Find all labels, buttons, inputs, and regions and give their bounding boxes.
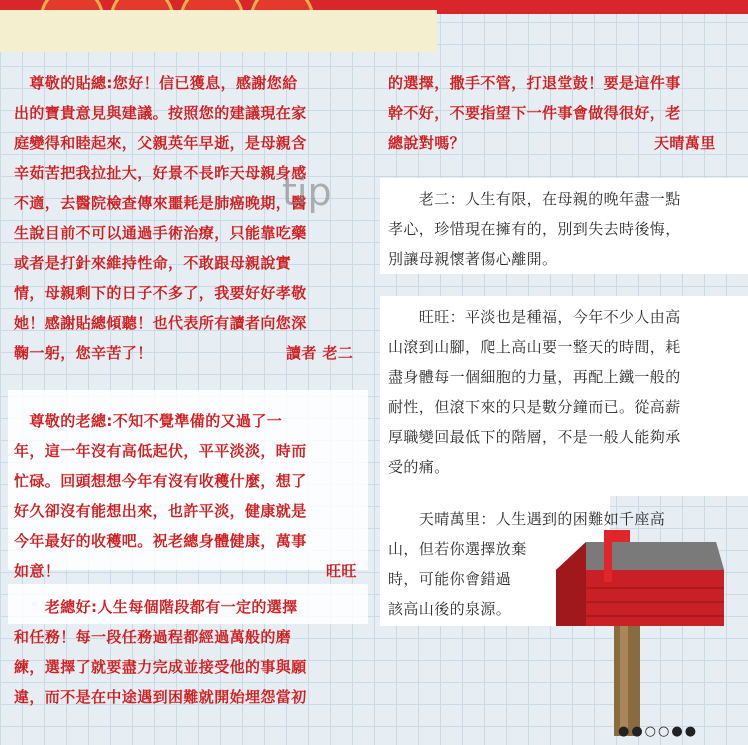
text-line: 鞠一躬，您辛苦了！ [14,344,153,362]
text-line: 生說目前不可以通過手術治療，只能靠吃藥 [14,224,307,242]
letter1-signature: 讀者 老二 [286,344,354,362]
letter1 [14,68,307,368]
text-line: 該高山後的泉源。 [388,600,512,618]
text-line: 練，選擇了就要盡力完成並接受他的事與願 [14,658,307,676]
text-line: 忙碌。回頭想想今年有沒有收穫什麼，想了 [14,472,307,490]
letter3 [14,592,307,712]
text-line: 今年最好的收穫吧。祝老總身體健康，萬事 [14,532,307,550]
text-line: 的選擇，撒手不管，打退堂鼓！要是這件事 [388,74,681,92]
text-line: 孝心，珍惜現在擁有的，別到失去時後悔， [388,220,681,238]
watermark-text: tip [282,170,332,214]
text-line: 山滾到山腳，爬上高山要一整天的時間，耗 [388,338,681,356]
text-line: 耐性，但滾下來的只是數分鐘而已。從高薪 [388,398,681,416]
letter3-signature: 天晴萬里 [654,134,716,152]
text-line: 尊敬的老總:不知不覺準備的又過了一 [14,412,283,430]
text-line: 幹不好，不要指望下一件事會做得很好，老 [388,104,681,122]
text-line: 總說對嗎？ [388,134,466,152]
text-line: 受的痛。 [388,458,450,476]
text-line: 她！感謝貼總傾聽！也代表所有讀者向您深 [14,314,307,332]
letter2-signature: 旺旺 [326,562,357,580]
text-line: 盡身體每一個細胞的力量，再配上鐵一般的 [388,368,681,386]
letter3-continued [388,68,681,158]
page-indicator-dots: ●●○○●● [618,724,699,739]
text-line: 旺旺：平淡也是種福，今年不少人由高 [388,308,681,326]
text-line: 山，但若你選擇放棄 [388,540,527,558]
reply2 [388,302,681,482]
text-line: 厚職變回最低下的階層，不是一般人能夠承 [388,428,681,446]
text-line: 庭變得和睦起來，父親英年早逝，是母親含 [14,134,307,152]
text-line: 尊敬的貼總:您好！信已獲息，感謝您給 [14,74,298,92]
text-line: 如意！ [14,562,61,580]
reply1 [388,184,681,274]
text-line: 違，而不是在中途遇到困難就開始埋怨當初 [14,688,307,706]
text-line: 辛茹苦把我拉扯大，好景不長昨天母親身感 [14,164,307,182]
text-line: 情，母親剩下的日子不多了，我要好好孝敬 [14,284,307,302]
text-line: 天晴萬里：人生遇到的困難如千座高 [388,510,666,528]
text-line: 老總好:人生每個階段都有一定的選擇 [14,598,298,616]
text-line: 年，這一年沒有高低起伏，平平淡淡，時而 [14,442,307,460]
text-line: 老二：人生有限，在母親的晚年盡一點 [388,190,681,208]
mailbox-icon [546,530,726,740]
text-line: 出的寶貴意見與建議。按照您的建議現在家 [14,104,307,122]
header-tab [0,10,437,52]
text-line: 不適，去醫院檢查傳來噩耗是肺癌晚期，醫 [14,194,307,212]
text-line: 和任務！每一段任務過程都經過萬般的磨 [14,628,292,646]
letter2 [14,406,307,586]
text-line: 時，可能你會錯過 [388,570,512,588]
text-line: 別讓母親懷著傷心離開。 [388,250,558,268]
text-line: 好久卻沒有能想出來，也許平淡，健康就是 [14,502,307,520]
text-line: 或者是打針來維持性命，不敢跟母親說實 [14,254,292,272]
